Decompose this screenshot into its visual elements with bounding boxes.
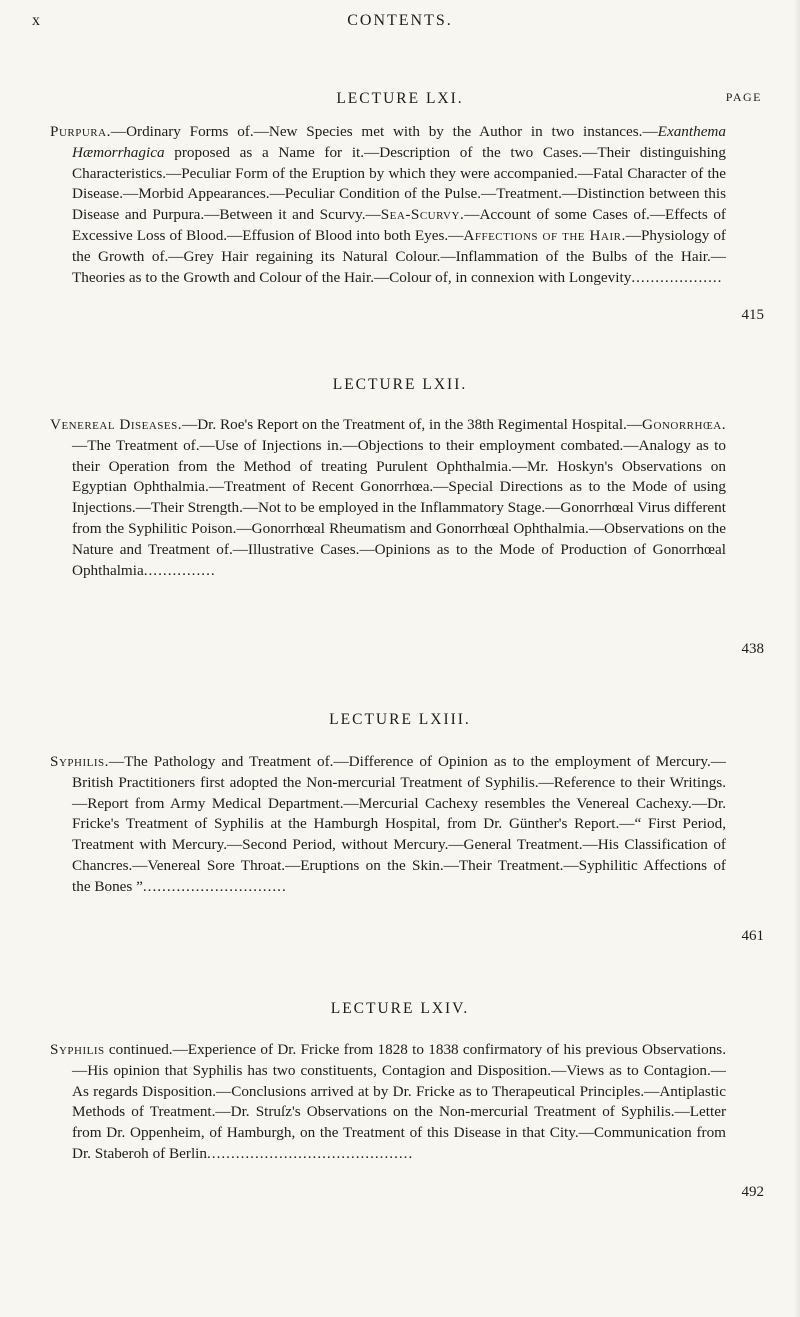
page-number: 492 — [741, 1184, 764, 1200]
page-number: 415 — [741, 307, 764, 323]
lecture-heading-lxii: LECTURE LXII. — [332, 376, 468, 393]
contents-entry-lxiv: Syphilis continued.—Experience of Dr. Fricke from 1828 to 1838 confirmatory of his previous Observations.—His opinion that Syphilis has two constituents, Contagion and Disposition.—Views as to Contagion.—As regards Disposition.—Conclusions arrived at by Dr. Fricke as to Therapeutical Principles.—Antiplastic Methods of Treatment.—Dr. Struſz's Observations on the Non-mercurial Treatment of Syphilis.—Letter from Dr. Oppenheim, of Hamburgh, on the Treatment of this Disease in that City.—Communication from Dr. Staberoh of Berlin........................................... — [50, 1041, 726, 1162]
entry-lead: Syphilis. — [50, 753, 109, 770]
lecture-heading-lxi: LECTURE LXI. — [336, 90, 464, 107]
dot-leader: .............................. — [142, 877, 287, 895]
running-head: CONTENTS. — [347, 12, 453, 29]
lecture-heading-lxiii: LECTURE LXIII. — [329, 711, 471, 728]
entry-lead: Venereal Diseases. — [50, 416, 183, 433]
page-number: 461 — [741, 928, 764, 944]
contents-entry-lxi: Purpura.—Ordinary Forms of.—New Species met with by the Author in two instances.—Exanthema Hæmorrhagica proposed as a Name for it.—Description of the two Cases.—Their distinguishing Characteristics.—Peculiar Form of the Eruption by which they were accompanied.—Fatal Character of the Disease.—Morbid Appearances.—Peculiar Condition of the Pulse.—Treatment.—Distinction between this Disease and Purpura.—Between it and Scurvy.—Sea-Scurvy.—Account of some Cases of.—Effects of Excessive Loss of Blood.—Effusion of Blood into both Eyes.—Affections of the Hair.—Physiology of the Growth of.—Grey Hair regaining its Natural Colour.—Inflammation of the Bulbs of the Hair.—Theories as to the Growth and Colour of the Hair.—Colour of, in connexion with Longevity................... — [50, 123, 726, 286]
contents-entry-lxiii: Syphilis.—The Pathology and Treatment of.—Difference of Opinion as to the employment of Mercury.—British Practitioners first adopted the Non-mercurial Treatment of Syphilis.—Reference to their Writings.—Report from Army Medical Department.—Mercurial Cachexy resembles the Venereal Cachexy.—Dr. Fricke's Treatment of Syphilis at the Hamburgh Hospital, from Dr. Günther's Report.—“ First Period, Treatment with Mercury.—Second Period, without Mercury.—General Treatment.—His Classification of Chancres.—Venereal Sore Throat.—Eruptions on the Skin.—Their Treatment.—Syphilitic Affections of the Bones ”.............................. — [50, 753, 726, 895]
dot-leader: ............... — [143, 561, 216, 579]
contents-entry-lxii: Venereal Diseases.—Dr. Roe's Report on the Treatment of, in the 38th Regimental Hospital.—Gonorrhœa.—The Treatment of.—Use of Injections in.—Objections to their employment combated.—Analogy as to their Operation from the Method of treating Purulent Ophthalmia.—Mr. Hoskyn's Observations on Egyptian Ophthalmia.—Treatment of Recent Gonorrhœa.—Special Directions as to the Mode of using Injections.—Their Strength.—Not to be employed in the Inflammatory Stage.—Gonorrhœal Virus different from the Syphilitic Poison.—Gonorrhœal Rheumatism and Gonorrhœal Ophthalmia.—Observations on the Nature and Treatment of.—Illustrative Cases.—Opinions as to the Mode of Production of Gonorrhœal Ophthalmia............... — [50, 416, 726, 579]
lecture-heading-lxiv: LECTURE LXIV. — [330, 1000, 470, 1017]
entry-lead: Syphilis — [50, 1041, 105, 1058]
entry-lead: Purpura. — [50, 123, 111, 140]
page-edge — [794, 0, 800, 1317]
page-folio: x — [32, 12, 41, 29]
page-column-label: PAGE — [725, 90, 762, 104]
dot-leader: ................... — [631, 268, 723, 286]
dot-leader: ........................................... — [206, 1144, 414, 1162]
page-number: 438 — [741, 641, 764, 657]
